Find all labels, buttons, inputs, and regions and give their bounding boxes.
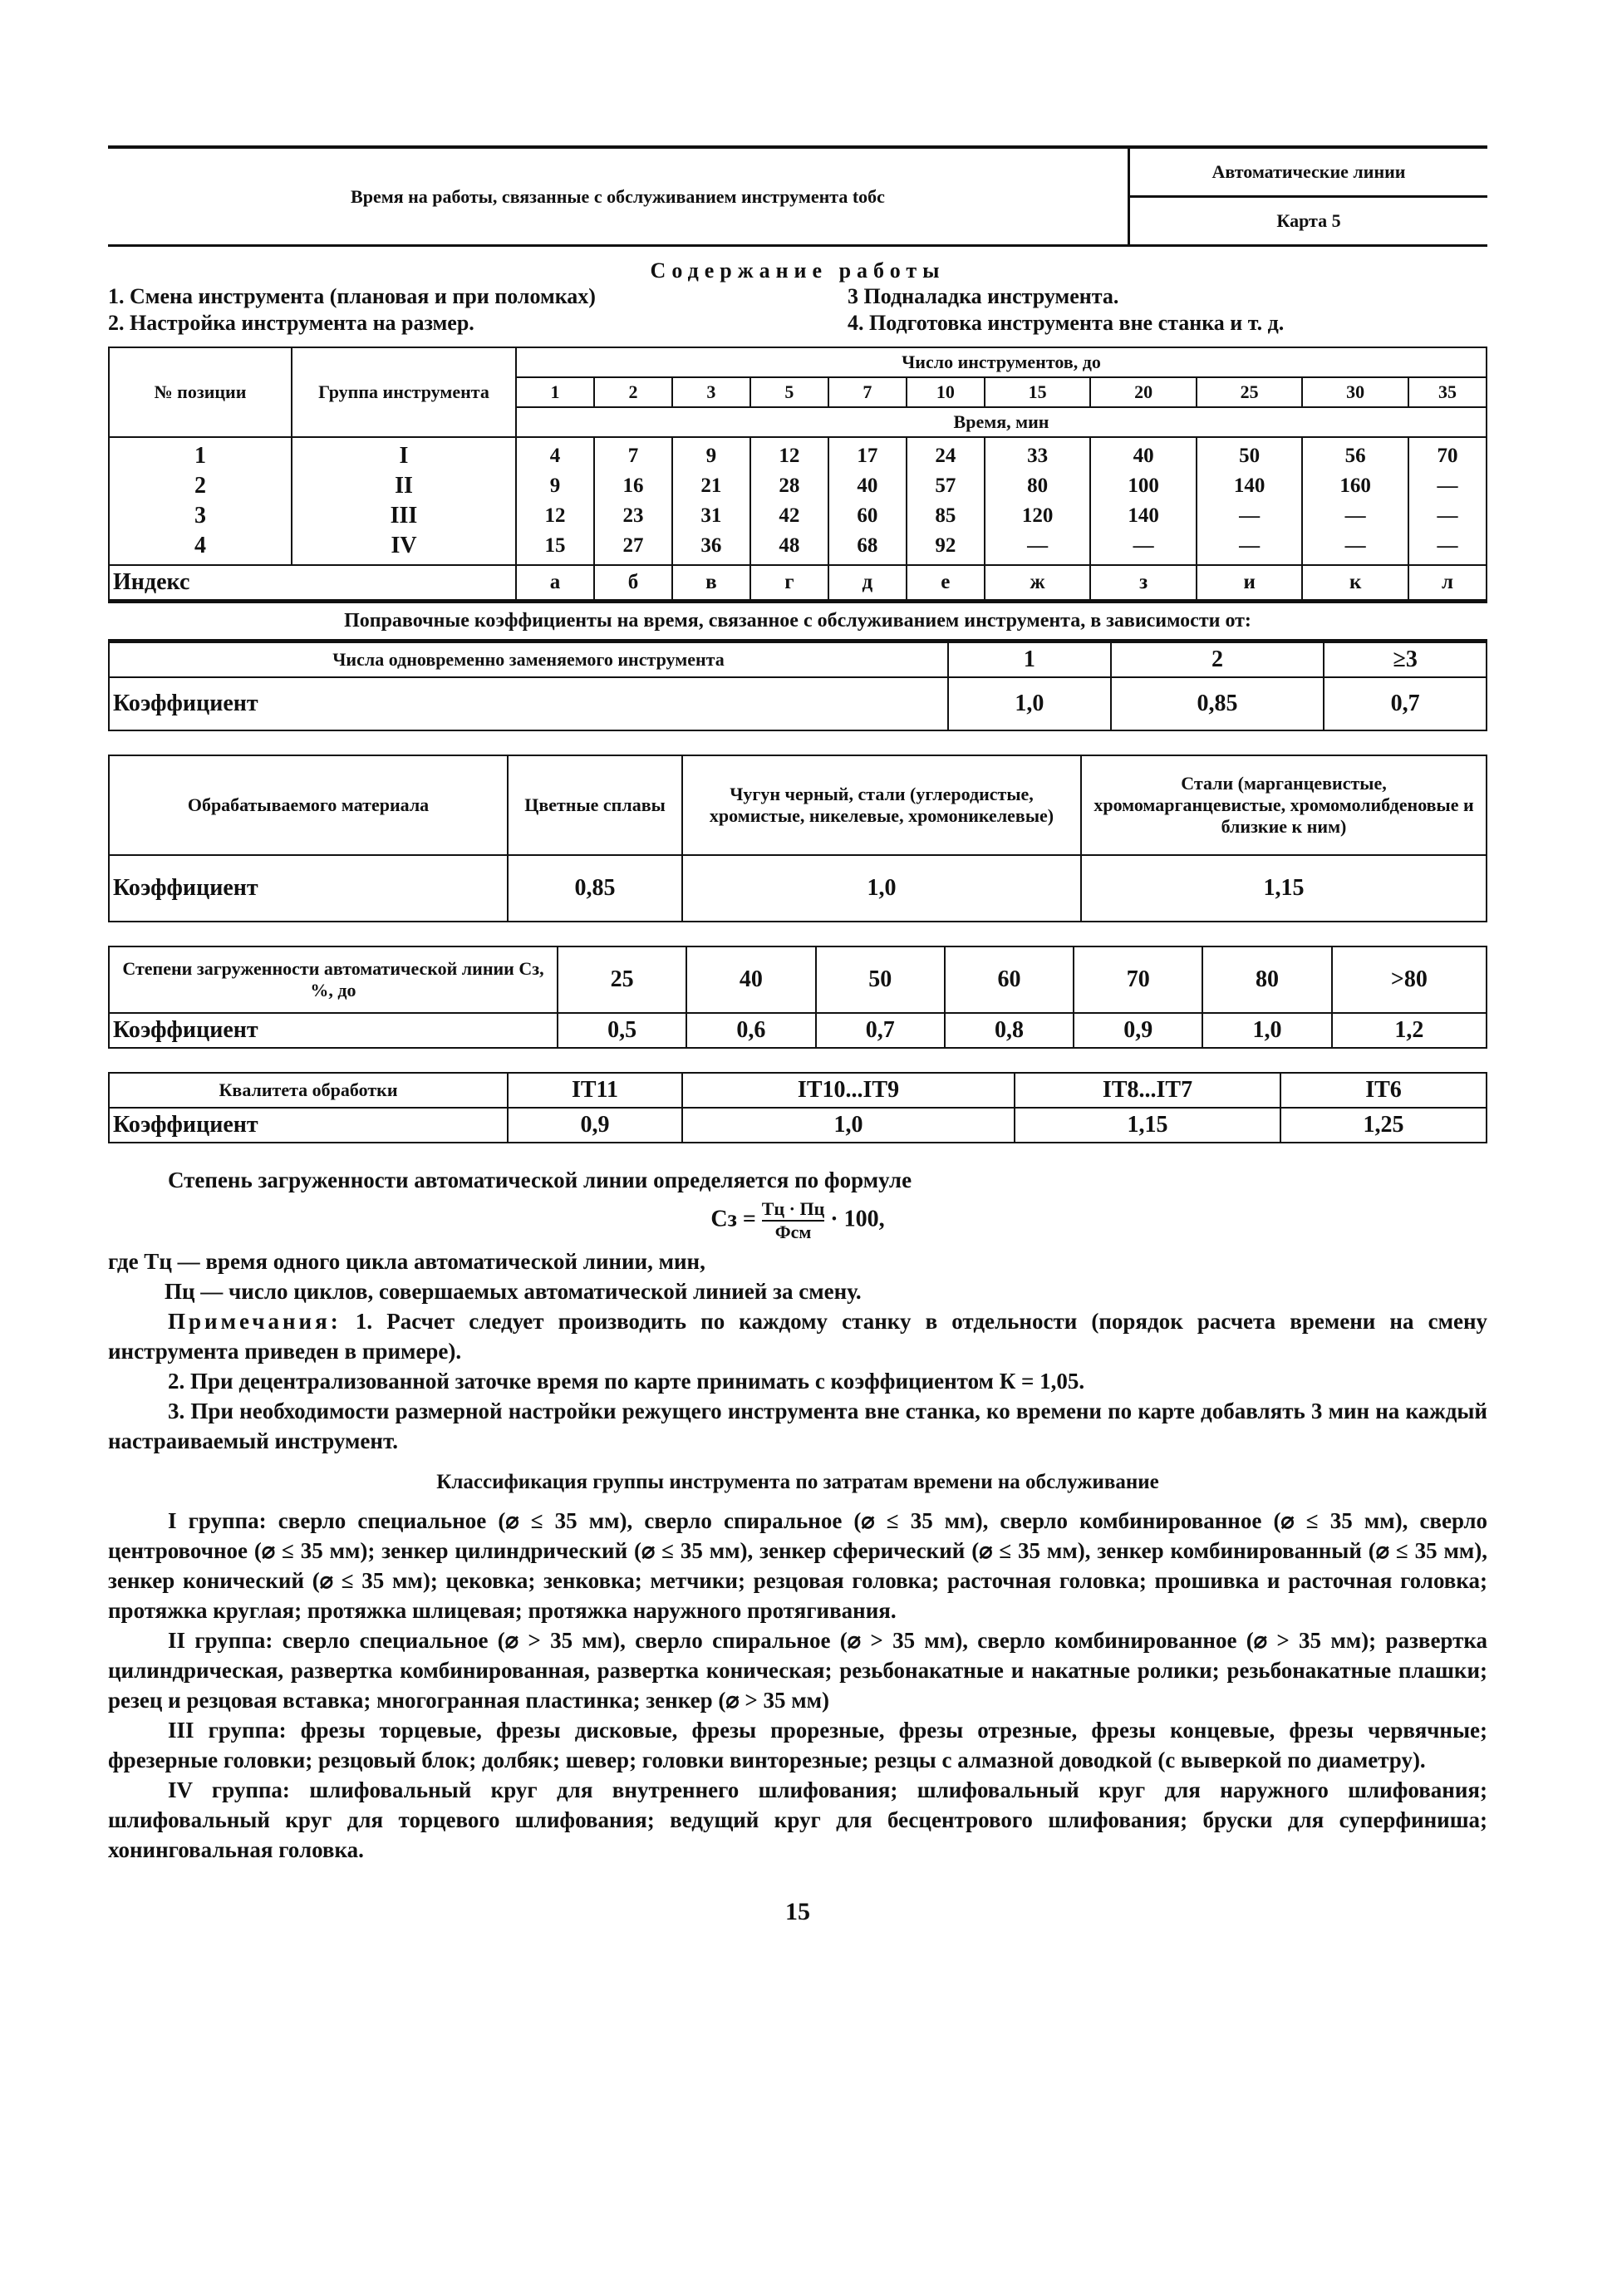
count-header: 10 [907,377,985,407]
index-cell: л [1408,565,1487,600]
coef-header: >80 [1332,946,1487,1013]
count-header: 25 [1197,377,1303,407]
coef-value: 1,15 [1081,855,1487,922]
note-1: Примечания: 1. Расчет следует производить по каждому станку в отдельности (порядок расчета времени на смену инструмента приведен в примере). [108,1309,1488,1364]
formula-denominator: Фсм [774,1222,812,1242]
card-title-symbol: tобс [852,185,885,207]
coef-value: 1,2 [1332,1013,1487,1048]
coef-factor-label: Числа одновременно заменяемого инструмента [109,642,948,677]
coef-value: 1,0 [948,677,1111,730]
col-header-position: № позиции [109,347,292,437]
index-cell: б [594,565,672,600]
coef-header: Стали (марганцевистые, хромомарганцевистые, хромомолибденовые и близкие к ним) [1081,755,1487,855]
table-row [109,437,1487,565]
coef-header: Цветные сплавы [508,755,682,855]
coef-header: IT8...IT7 [1015,1073,1280,1108]
time-table [108,347,1487,601]
coef-value: 0,7 [816,1013,945,1048]
content-item: 2. Настройка инструмента на размер. [108,311,474,335]
coef-simultaneous-table [108,642,1487,731]
coef-header: IT11 [508,1073,682,1108]
time-cell: 17 40 60 68 [828,437,907,565]
coef-header: 50 [816,946,945,1013]
index-cell: ж [985,565,1091,600]
coef-header: IT6 [1280,1073,1487,1108]
time-cell: 4 9 12 15 [516,437,594,565]
formula-fraction [762,1198,824,1243]
content-title: Содержание работы [650,258,946,283]
group-3-heading: III группа: [168,1718,287,1743]
time-unit-header: Время, мин [516,407,1487,437]
index-cell: д [828,565,907,600]
time-cell: 33 80 120 — [985,437,1091,565]
index-cell: и [1197,565,1303,600]
formula-where-1: где Tц — время одного цикла автоматической линии, мин, [108,1249,705,1274]
count-header: 20 [1090,377,1197,407]
content-list [108,283,1487,337]
coef-header: 40 [686,946,815,1013]
index-cell: в [672,565,750,600]
coef-header: 1 [948,642,1111,677]
group-1-paragraph: I группа: сверло специальное (⌀ ≤ 35 мм), сверло спиральное (⌀ ≤ 35 мм), сверло комбинированное (⌀ ≤ 35 мм), сверло центровочное (⌀ ≤ 35 мм); зенкер цилиндрический (⌀ ≤ 35 мм), зенкер сферический (⌀ ≤ 35 мм), зенкер комбинированный (⌀ ≤ 35 мм), зенкер конический (⌀ ≤ 35 мм); цековка; зенковка; метчики; резцовая головка; расточная головка; прошивка и расточная головка; протяжка круглая; протяжка шлицевая; протяжка наружного протягивания. [108,1508,1487,1623]
count-header: 5 [750,377,828,407]
coef-value: 0,9 [1074,1013,1202,1048]
coef-material-table [108,755,1487,922]
formula-rhs: · 100, [830,1206,885,1232]
formula-intro: Степень загруженности автоматической линии определяется по формуле [168,1168,912,1192]
coef-factor-label: Обрабатываемого материала [109,755,508,855]
index-cell: з [1090,565,1197,600]
time-cell: 24 57 85 92 [907,437,985,565]
coef-label: Коэффициент [109,1013,558,1048]
coef-factor-label: Степени загруженности автоматической линии Cз, %, до [109,946,558,1013]
count-header: 30 [1302,377,1408,407]
time-cell: 12 28 42 48 [750,437,828,565]
position-cell: 1 2 3 4 [109,437,292,565]
document-page [108,145,1487,1926]
index-cell: е [907,565,985,600]
content-item: 1. Смена инструмента (плановая и при поломках) [108,284,596,308]
coef-header: Чугун черный, стали (углеродистые, хромистые, никелевые, хромоникелевые) [682,755,1081,855]
coef-label: Коэффициент [109,855,508,922]
index-cell: к [1302,565,1408,600]
note-3: 3. При необходимости размерной настройки режущего инструмента вне станка, ко времени по карте добавлять 3 мин на каждый настраиваемый инструмент. [108,1399,1487,1453]
coef-label: Коэффициент [109,677,948,730]
formula-numerator: Tц · Пц [762,1198,824,1222]
group-2-paragraph: II группа: сверло специальное (⌀ > 35 мм), сверло спиральное (⌀ > 35 мм), сверло комбинированное (⌀ > 35 мм); развертка цилиндрическая, развертка комбинированная, развертка коническая; резьбонакатные и накатные ролики; резьбонакатные плашки; резец и резцовая вставка; многогранная пластинка; зенкер (⌀ > 35 мм) [108,1628,1487,1713]
time-cell: 56 160 — — [1302,437,1408,565]
card-category: Автоматические линии [1130,149,1487,198]
index-row [109,565,1487,600]
coef-header: 60 [945,946,1074,1013]
notes-heading: Примечания: [168,1309,342,1334]
col-header-group: Группа инструмента [292,347,516,437]
card-meta [1130,149,1487,244]
coef-factor-label: Квалитета обработки [109,1073,508,1108]
card-header [108,145,1487,247]
time-cell: 7 16 23 27 [594,437,672,565]
group-1-heading: I группа: [168,1508,267,1533]
group-2-heading: II группа: [168,1628,273,1653]
formula [108,1198,1487,1243]
group-4-paragraph: IV группа: шлифовальный круг для внутреннего шлифования; шлифовальный круг для наружного шлифования; шлифовальный круг для торцевого шлифования; ведущий круг для бесцентрового шлифования; бруски для суперфиниша; хонинговальная головка. [108,1777,1488,1862]
card-title [108,149,1130,244]
classification-title: Классификация группы инструмента по затратам времени на обслуживание [436,1471,1159,1493]
group-4-heading: IV группа: [168,1777,290,1802]
time-cell: 40 100 140 — [1090,437,1197,565]
coefficients-banner: Поправочные коэффициенты на время, связанное с обслуживанием инструмента, в зависимости от: [108,601,1487,642]
count-header: 7 [828,377,907,407]
coef-value: 1,0 [682,855,1081,922]
content-item: 4. Подготовка инструмента вне станка и т. д. [848,311,1285,335]
formula-lhs: Cз = [710,1206,756,1232]
coef-header: 70 [1074,946,1202,1013]
count-header: 3 [672,377,750,407]
coef-value: 0,6 [686,1013,815,1048]
time-cell: 9 21 31 36 [672,437,750,565]
count-header: 35 [1408,377,1487,407]
coef-load-table [108,946,1487,1049]
note-2: 2. При децентрализованной заточке время по карте принимать с коэффициентом К = 1,05. [168,1369,1085,1394]
coef-value: 1,0 [682,1108,1015,1143]
page-number: 15 [785,1898,810,1925]
coef-value: 0,9 [508,1108,682,1143]
coef-header: ≥3 [1324,642,1487,677]
coef-value: 0,8 [945,1013,1074,1048]
col-header-count: Число инструментов, до [516,347,1487,377]
formula-where-2: Пц — число циклов, совершаемых автоматической линией за смену. [165,1279,862,1304]
count-header: 15 [985,377,1091,407]
card-number: Карта 5 [1276,210,1341,231]
coef-label: Коэффициент [109,1108,508,1143]
group-cell: I II III IV [292,437,516,565]
index-label: Индекс [109,565,516,600]
coef-value: 0,5 [558,1013,686,1048]
coef-quality-table [108,1072,1487,1143]
coef-header: 2 [1111,642,1324,677]
count-header: 2 [594,377,672,407]
coef-header: 80 [1202,946,1331,1013]
coef-header: 25 [558,946,686,1013]
coef-header: IT10...IT9 [682,1073,1015,1108]
time-cell: 70 — — — [1408,437,1487,565]
coef-value: 1,25 [1280,1108,1487,1143]
time-cell: 50 140 — — [1197,437,1303,565]
group-3-paragraph: III группа: фрезы торцевые, фрезы дисковые, фрезы прорезные, фрезы отрезные, фрезы концевые, фрезы червячные; фрезерные головки; резцовый блок; долбяк; шевер; головки винторезные; резцы с алмазной доводкой (с выверкой по диаметру). [108,1718,1488,1772]
coef-value: 0,85 [508,855,682,922]
content-item: 3 Подналадка инструмента. [848,284,1119,308]
index-cell: г [750,565,828,600]
count-header: 1 [516,377,594,407]
coef-value: 0,85 [1111,677,1324,730]
card-title-text: Время на работы, связанные с обслуживанием инструмента [351,185,848,207]
coef-value: 1,15 [1015,1108,1280,1143]
coef-value: 1,0 [1202,1013,1331,1048]
formula-section [108,1165,1487,1865]
coef-value: 0,7 [1324,677,1487,730]
index-cell: а [516,565,594,600]
